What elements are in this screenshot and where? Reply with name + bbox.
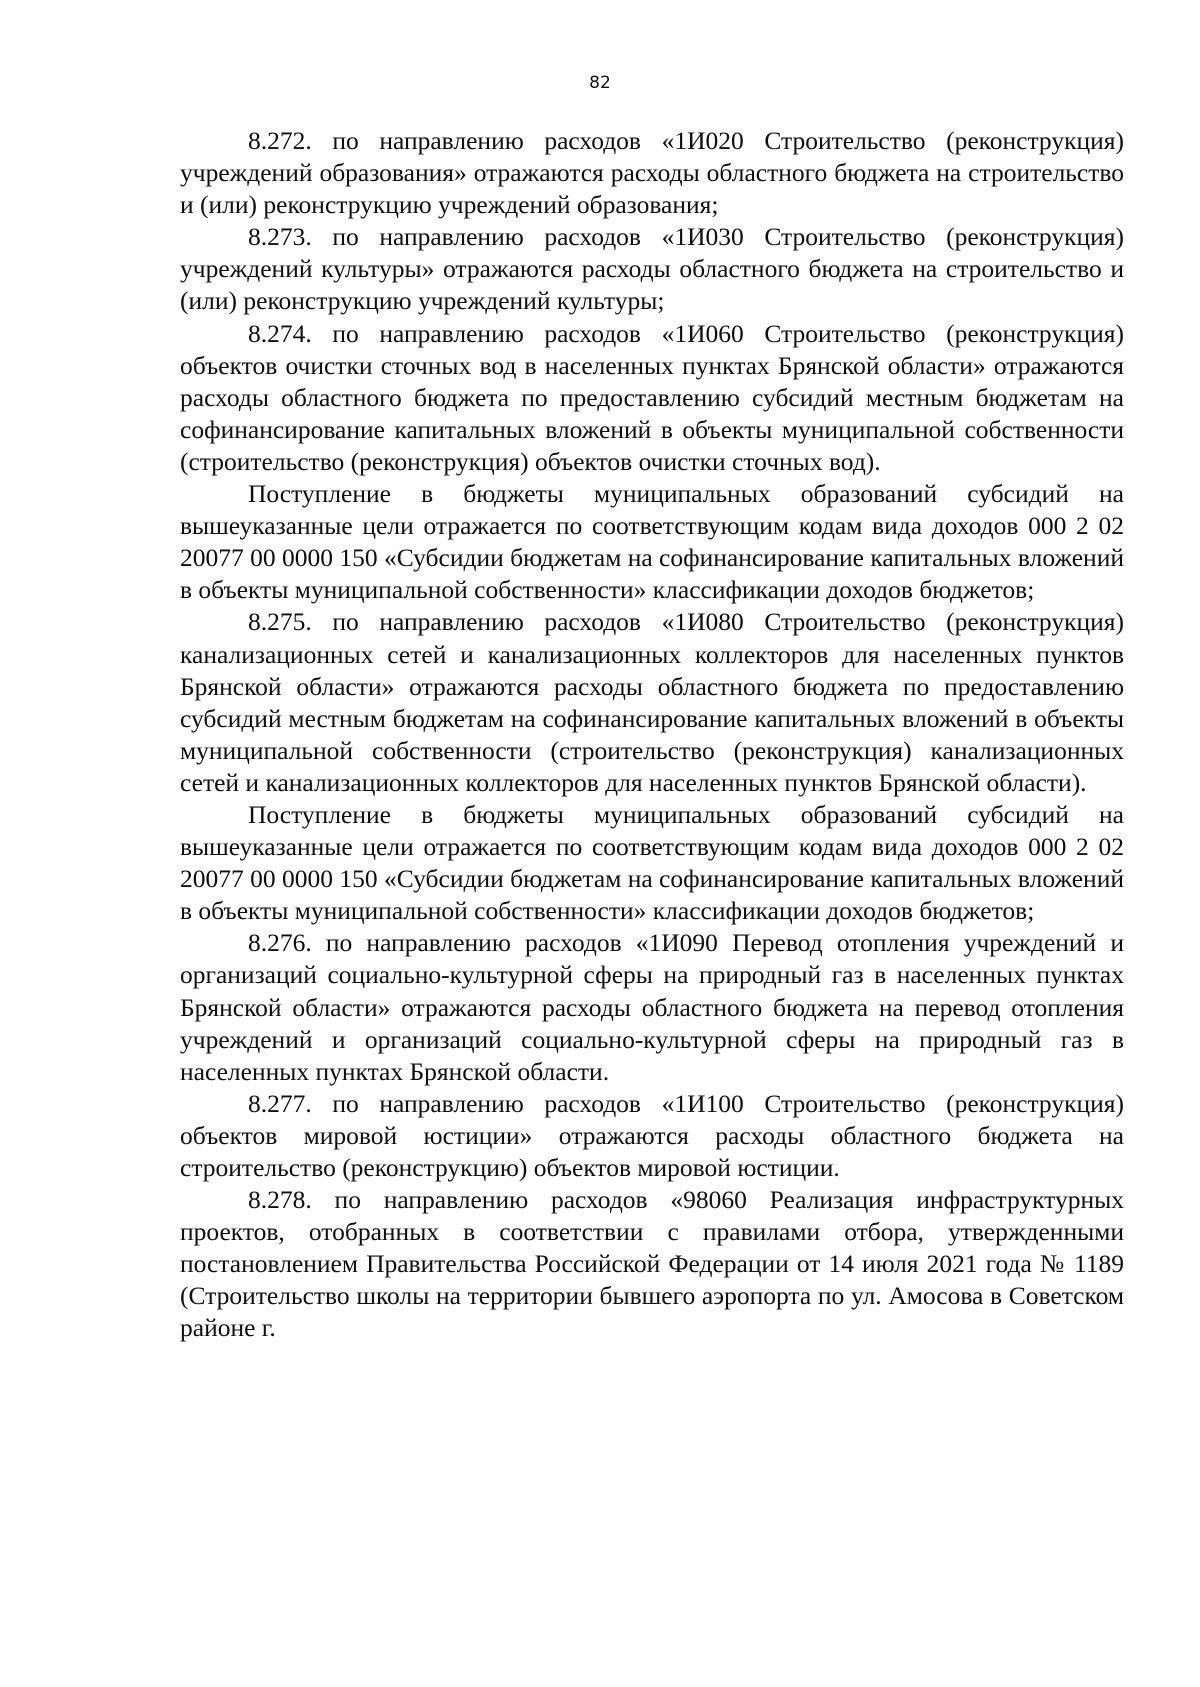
paragraph-8-276: 8.276. по направлению расходов «1И090 Перевод отопления учреждений и организаций социально-культурной сферы на природный газ в населенных пунктах Брянской области» отражаются расходы областного бюджета на перевод отопления учреждений и организаций социально-культурной сферы на природный газ в населенных пунктах Брянской области.: [180, 928, 1124, 1086]
paragraph-8-278: 8.278. по направлению расходов «98060 Реализация инфраструктурных проектов, отобранных в соответствии с правилами отбора, утвержденными постановлением Правительства Российской Федерации от 14 июля 2021 года № 1189 (Строительство школы на территории бывшего аэропорта по ул. Амосова в Советском районе г.: [180, 1185, 1124, 1343]
paragraph-8-273: 8.273. по направлению расходов «1И030 Строительство (реконструкция) учреждений культуры» отражаются расходы областного бюджета на строительство и (или) реконструкцию учреждений культуры;: [180, 222, 1124, 316]
paragraph-8-274: 8.274. по направлению расходов «1И060 Строительство (реконструкция) объектов очистки сточных вод в населенных пунктах Брянской области» отражаются расходы областного бюджета по предоставлению субсидий местным бюджетам на софинансирование капитальных вложений в объекты муниципальной собственности (строительство (реконструкция) объектов очистки сточных вод).: [180, 318, 1124, 476]
paragraph-subsidies-receipt-1: Поступление в бюджеты муниципальных образований субсидий на вышеуказанные цели отражается по соответствующим кодам вида доходов 000 2 02 20077 00 0000 150 «Субсидии бюджетам на софинансирование капитальных вложений в объекты муниципальной собственности» классификации доходов бюджетов;: [180, 479, 1124, 605]
paragraph-8-277: 8.277. по направлению расходов «1И100 Строительство (реконструкция) объектов мировой юстиции» отражаются расходы областного бюджета на строительство (реконструкцию) объектов мировой юстиции.: [180, 1088, 1124, 1182]
paragraph-8-272: 8.272. по направлению расходов «1И020 Строительство (реконструкция) учреждений образования» отражаются расходы областного бюджета на строительство и (или) реконструкцию учреждений образования;: [180, 126, 1124, 220]
paragraph-8-275: 8.275. по направлению расходов «1И080 Строительство (реконструкция) канализационных сетей и канализационных коллекторов для населенных пунктов Брянской области» отражаются расходы областного бюджета по предоставлению субсидий местным бюджетам на софинансирование капитальных вложений в объекты муниципальной собственности (строительство (реконструкция) канализационных сетей и канализационных коллекторов для населенных пунктов Брянской области).: [180, 607, 1124, 797]
page-number: 82: [589, 73, 611, 93]
document-body: [180, 125, 1124, 1345]
paragraph-subsidies-receipt-2: Поступление в бюджеты муниципальных образований субсидий на вышеуказанные цели отражается по соответствующим кодам вида доходов 000 2 02 20077 00 0000 150 «Субсидии бюджетам на софинансирование капитальных вложений в объекты муниципальной собственности» классификации доходов бюджетов;: [180, 799, 1124, 926]
